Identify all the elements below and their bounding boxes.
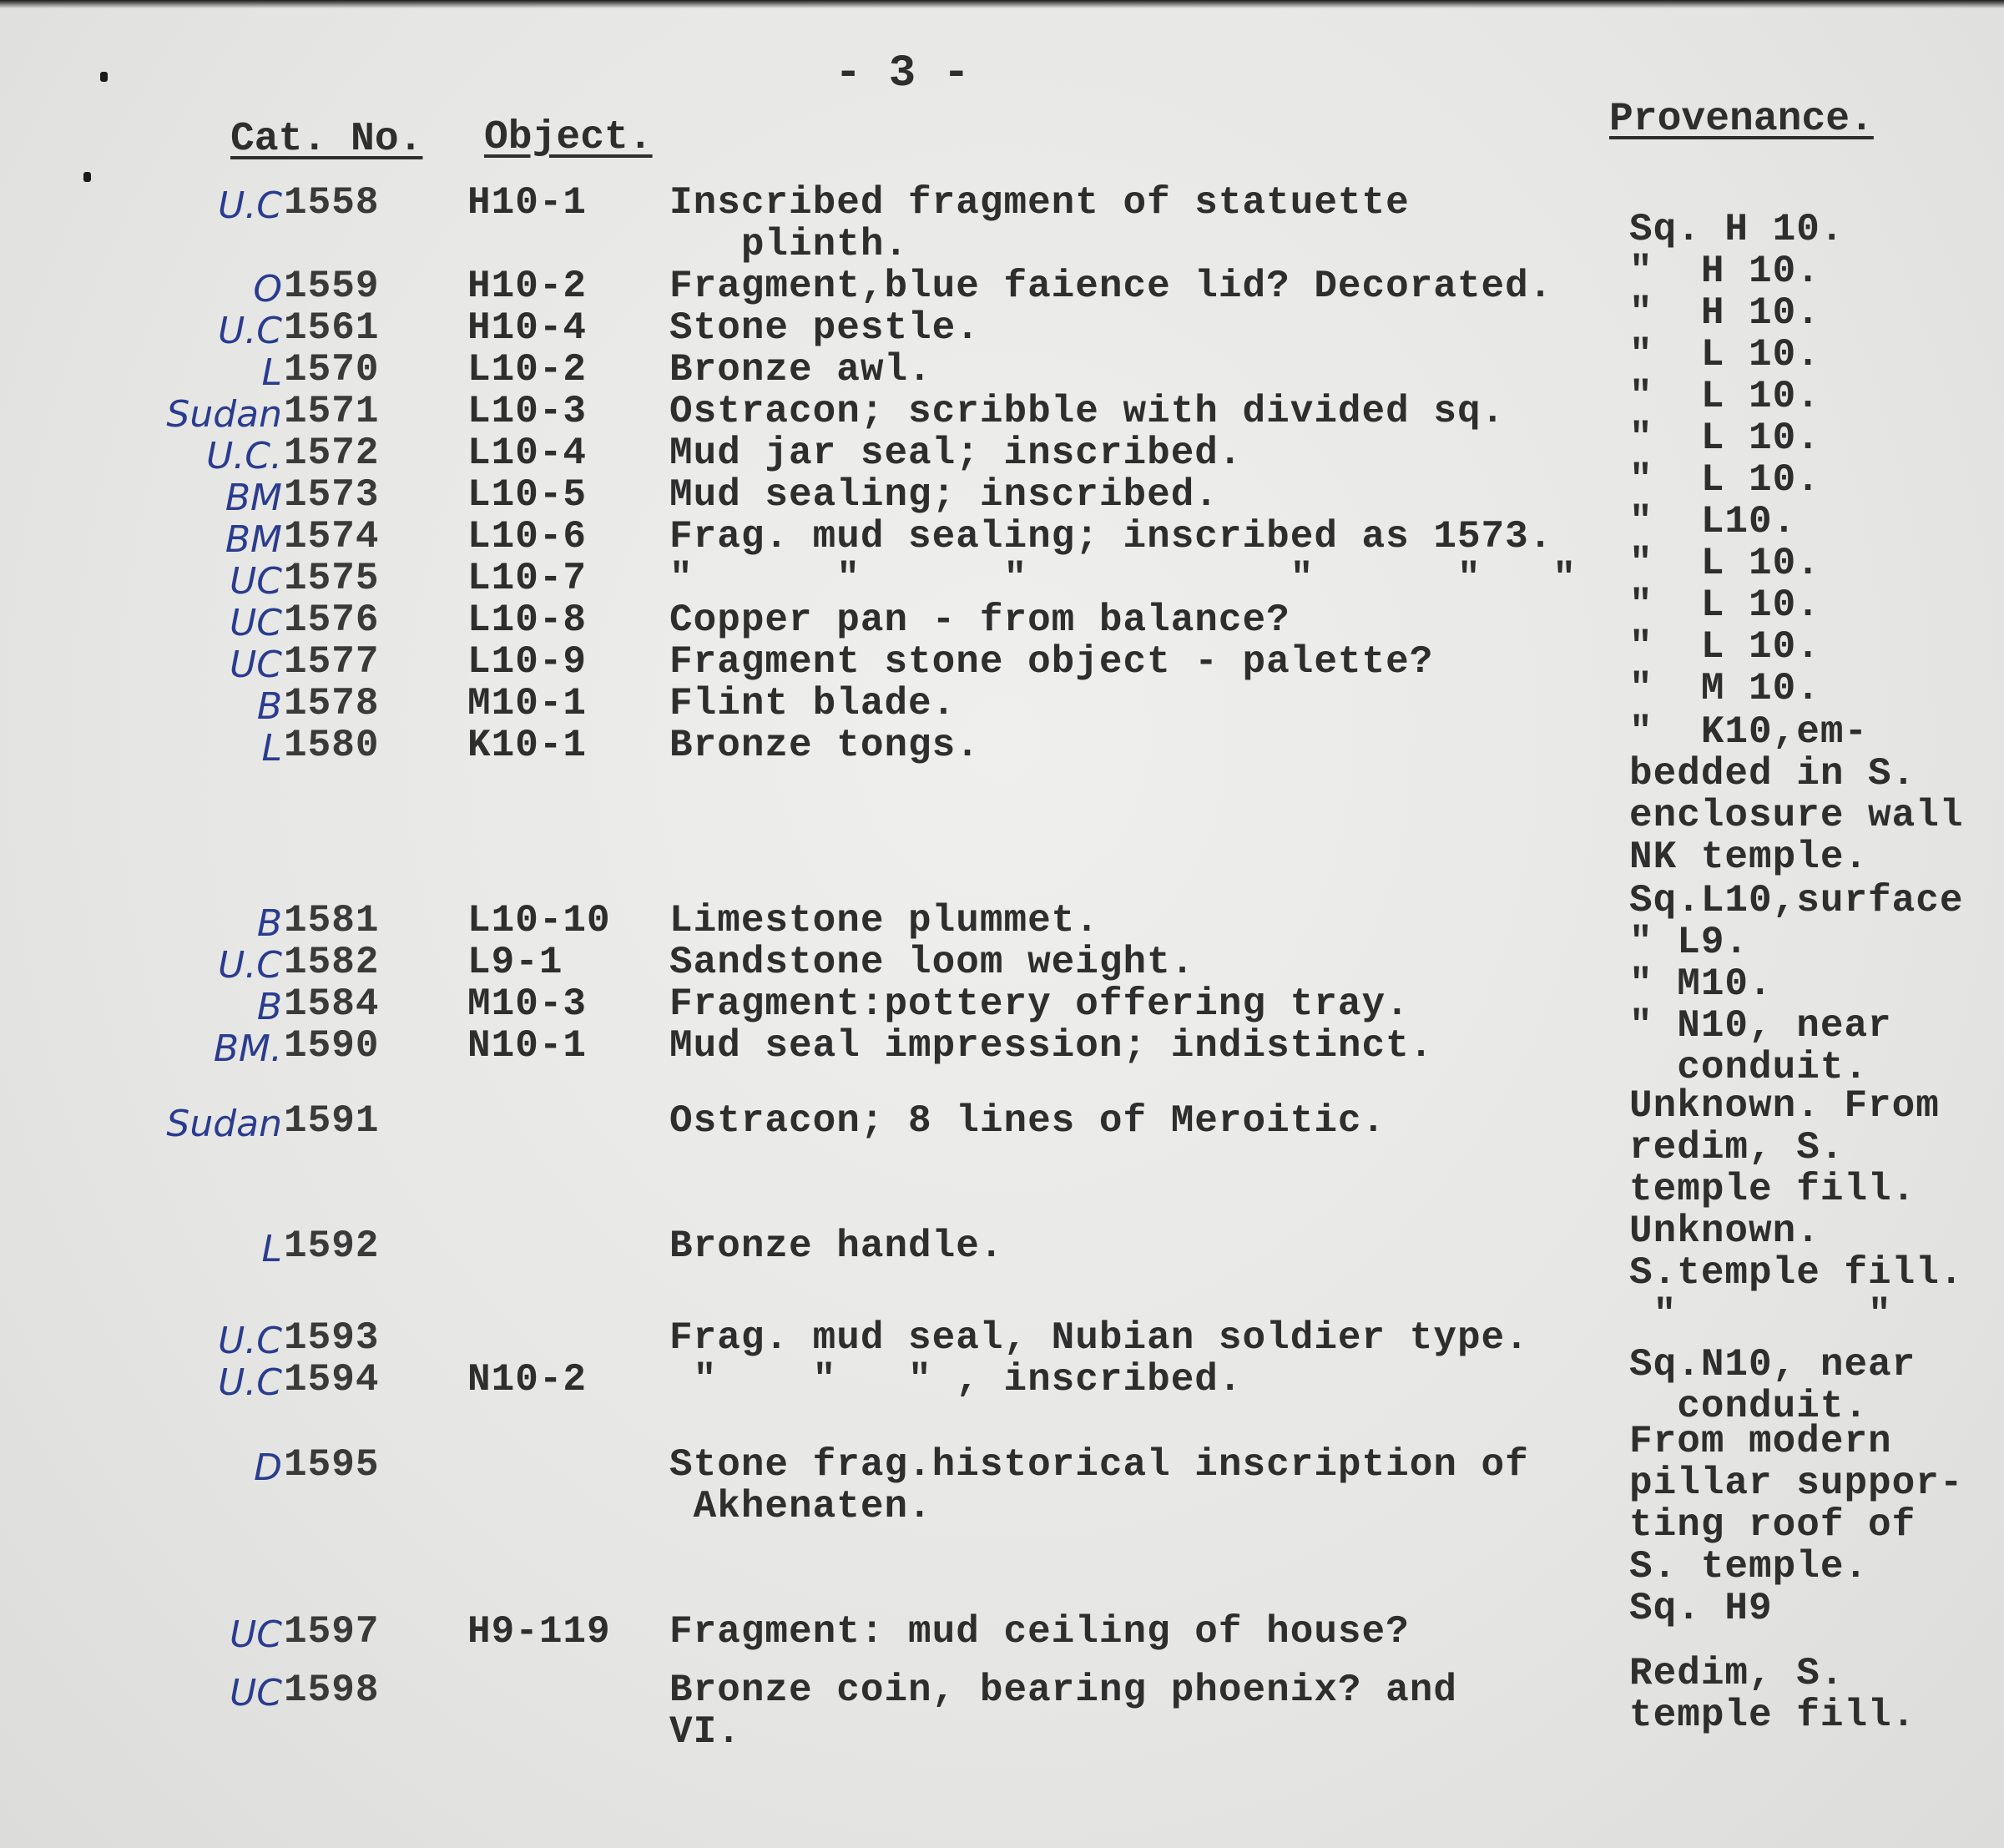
catalogue-number: 1576 — [284, 598, 380, 642]
provenance-line: bedded in S. — [1629, 752, 1916, 795]
object-description: Flint blade. — [669, 682, 957, 725]
object-description: Sandstone loom weight. — [669, 941, 1195, 984]
catalogue-number: 1572 — [284, 432, 380, 475]
provenance-line: enclosure wall — [1629, 794, 1964, 837]
catalogue-number: 1577 — [284, 640, 380, 684]
catalogue-number: 1581 — [284, 899, 380, 942]
object-description: Limestone plummet. — [669, 899, 1099, 942]
provenance-line: " K10,em- — [1629, 710, 1869, 754]
provenance-line: " L10. — [1629, 500, 1797, 543]
handwritten-location: L — [261, 727, 282, 770]
handwritten-location: BM. — [213, 1028, 282, 1070]
handwritten-location: U.C — [218, 1320, 282, 1362]
provenance-line: ting roof of — [1629, 1503, 1916, 1547]
provenance-line: Sq.N10, near — [1629, 1343, 1916, 1386]
catalogue-number: 1561 — [284, 306, 380, 350]
object-code: L10-6 — [467, 515, 588, 558]
catalogue-number: 1590 — [284, 1024, 380, 1068]
provenance-line: " L 10. — [1629, 625, 1820, 669]
handwritten-location: B — [256, 986, 282, 1028]
catalogue-number: 1558 — [284, 181, 380, 225]
handwritten-location: B — [256, 685, 282, 728]
handwritten-location: L — [261, 351, 282, 394]
provenance-line: NK temple. — [1629, 836, 1869, 879]
object-code: L10-2 — [467, 348, 588, 391]
catalogue-number: 1575 — [284, 557, 380, 600]
provenance-line: Unknown. — [1629, 1209, 1820, 1253]
handwritten-location: U.C — [218, 184, 282, 227]
page-number: - 3 - — [835, 48, 971, 99]
provenance-line: pillar suppor- — [1629, 1462, 1964, 1505]
catalogue-number: 1592 — [284, 1224, 380, 1268]
object-description: Ostracon; scribble with divided sq. — [669, 390, 1506, 433]
handwritten-location: UC — [230, 644, 282, 686]
handwritten-location: UC — [230, 602, 282, 644]
object-description: Inscribed fragment of statuette — [669, 181, 1410, 225]
object-code: H10-2 — [467, 265, 588, 308]
provenance-line: Redim, S. — [1629, 1652, 1845, 1695]
provenance-line: " L 10. — [1629, 333, 1820, 376]
catalogue-number: 1580 — [284, 724, 380, 767]
object-description: Frag. mud sealing; inscribed as 1573. — [669, 515, 1553, 558]
provenance-line: Sq. H 10. — [1629, 208, 1845, 251]
provenance-line: " H 10. — [1629, 291, 1820, 335]
object-description: Ostracon; 8 lines of Meroitic. — [669, 1099, 1386, 1143]
provenance-line: " L 10. — [1629, 583, 1820, 627]
header-provenance: Provenance. — [1609, 97, 1874, 142]
handwritten-location: BM — [225, 518, 282, 561]
object-description: Mud seal impression; indistinct. — [669, 1024, 1434, 1068]
provenance-line: temple fill. — [1629, 1168, 1916, 1211]
object-description: Copper pan - from balance? — [669, 598, 1290, 642]
object-description: " " " " " " — [669, 557, 1577, 600]
handwritten-location: Sudan — [166, 1103, 282, 1145]
object-code: L10-5 — [467, 473, 588, 517]
provenance-line: " L 10. — [1629, 542, 1820, 585]
provenance-line: temple fill. — [1629, 1694, 1916, 1737]
object-description: " " " , inscribed. — [669, 1358, 1243, 1401]
object-code: L10-8 — [467, 598, 588, 642]
catalogue-number: 1595 — [284, 1443, 380, 1487]
object-description: Fragment,blue faience lid? Decorated. — [669, 265, 1553, 308]
object-code: N10-1 — [467, 1024, 588, 1068]
object-description: Frag. mud seal, Nubian soldier type. — [669, 1316, 1529, 1360]
object-description: Fragment:pottery offering tray. — [669, 982, 1410, 1026]
provenance-line: " M10. — [1629, 962, 1773, 1006]
provenance-line: conduit. — [1629, 1046, 1869, 1089]
provenance-line: " L 10. — [1629, 458, 1820, 502]
object-code: K10-1 — [467, 724, 588, 767]
object-description: Mud jar seal; inscribed. — [669, 432, 1243, 475]
handwritten-location: U.C. — [206, 435, 282, 477]
object-code: L10-4 — [467, 432, 588, 475]
provenance-line: Sq.L10,surface — [1629, 879, 1964, 922]
handwritten-location: Sudan — [166, 393, 282, 436]
provenance-line: " " — [1629, 1293, 1892, 1336]
handwritten-location: UC — [230, 1672, 282, 1714]
provenance-line: " H 10. — [1629, 250, 1820, 293]
catalogue-number: 1584 — [284, 982, 380, 1026]
catalogue-number: 1578 — [284, 682, 380, 725]
provenance-line: redim, S. — [1629, 1126, 1845, 1169]
handwritten-location: B — [256, 902, 282, 945]
catalogue-number: 1559 — [284, 265, 380, 308]
object-description: plinth. — [669, 223, 909, 266]
object-code: L10-10 — [467, 899, 611, 942]
object-code: H9-119 — [467, 1610, 611, 1654]
catalogue-number: 1570 — [284, 348, 380, 391]
header-object: Object. — [484, 115, 653, 160]
header-cat-no: Cat. No. — [230, 117, 423, 162]
object-code: L9-1 — [467, 941, 563, 984]
object-description: Fragment: mud ceiling of house? — [669, 1610, 1410, 1654]
object-description: Bronze coin, bearing phoenix? and — [669, 1669, 1457, 1712]
punch-mark — [83, 172, 91, 182]
catalogue-number: 1594 — [284, 1358, 380, 1401]
object-description: Bronze awl. — [669, 348, 932, 391]
object-code: L10-3 — [467, 390, 588, 433]
catalogue-number: 1591 — [284, 1099, 380, 1143]
object-description: Akhenaten. — [669, 1485, 932, 1528]
catalogue-number: 1593 — [284, 1316, 380, 1360]
object-description: Stone pestle. — [669, 306, 980, 350]
provenance-line: " L 10. — [1629, 375, 1820, 418]
provenance-line: Unknown. From — [1629, 1084, 1940, 1128]
object-code: H10-1 — [467, 181, 588, 225]
catalogue-number: 1582 — [284, 941, 380, 984]
provenance-line: From modern — [1629, 1420, 1892, 1463]
object-code: M10-3 — [467, 982, 588, 1026]
provenance-line: S.temple fill. — [1629, 1251, 1964, 1295]
provenance-line: " N10, near — [1629, 1004, 1892, 1048]
handwritten-location: L — [261, 1228, 282, 1270]
catalogue-number: 1571 — [284, 390, 380, 433]
provenance-line: S. temple. — [1629, 1545, 1869, 1588]
catalogue-number: 1597 — [284, 1610, 380, 1654]
handwritten-location: O — [253, 268, 282, 311]
object-description: Fragment stone object - palette? — [669, 640, 1434, 684]
handwritten-location: D — [254, 1447, 282, 1489]
provenance-line: Sq. H9 — [1629, 1587, 1773, 1630]
object-code: L10-9 — [467, 640, 588, 684]
catalogue-number: 1573 — [284, 473, 380, 517]
object-code: L10-7 — [467, 557, 588, 600]
catalogue-number: 1598 — [284, 1669, 380, 1712]
handwritten-location: BM — [225, 477, 282, 519]
object-description: Stone frag.historical inscription of — [669, 1443, 1529, 1487]
object-code: M10-1 — [467, 682, 588, 725]
scan-edge-shadow — [0, 0, 2004, 8]
object-description: Bronze handle. — [669, 1224, 1004, 1268]
provenance-line: conduit. — [1629, 1385, 1869, 1428]
provenance-line: " L9. — [1629, 921, 1749, 964]
provenance-line: " L 10. — [1629, 417, 1820, 460]
object-description: Bronze tongs. — [669, 724, 980, 767]
object-description: Mud sealing; inscribed. — [669, 473, 1219, 517]
object-code: H10-4 — [467, 306, 588, 350]
punch-mark — [100, 72, 108, 82]
catalogue-number: 1574 — [284, 515, 380, 558]
handwritten-location: U.C — [218, 944, 282, 987]
handwritten-location: U.C — [218, 1361, 282, 1404]
handwritten-location: UC — [230, 560, 282, 603]
handwritten-location: UC — [230, 1613, 282, 1656]
handwritten-location: U.C — [218, 310, 282, 352]
provenance-line: " M 10. — [1629, 667, 1820, 710]
object-code: N10-2 — [467, 1358, 588, 1401]
object-description: VI. — [669, 1710, 741, 1754]
